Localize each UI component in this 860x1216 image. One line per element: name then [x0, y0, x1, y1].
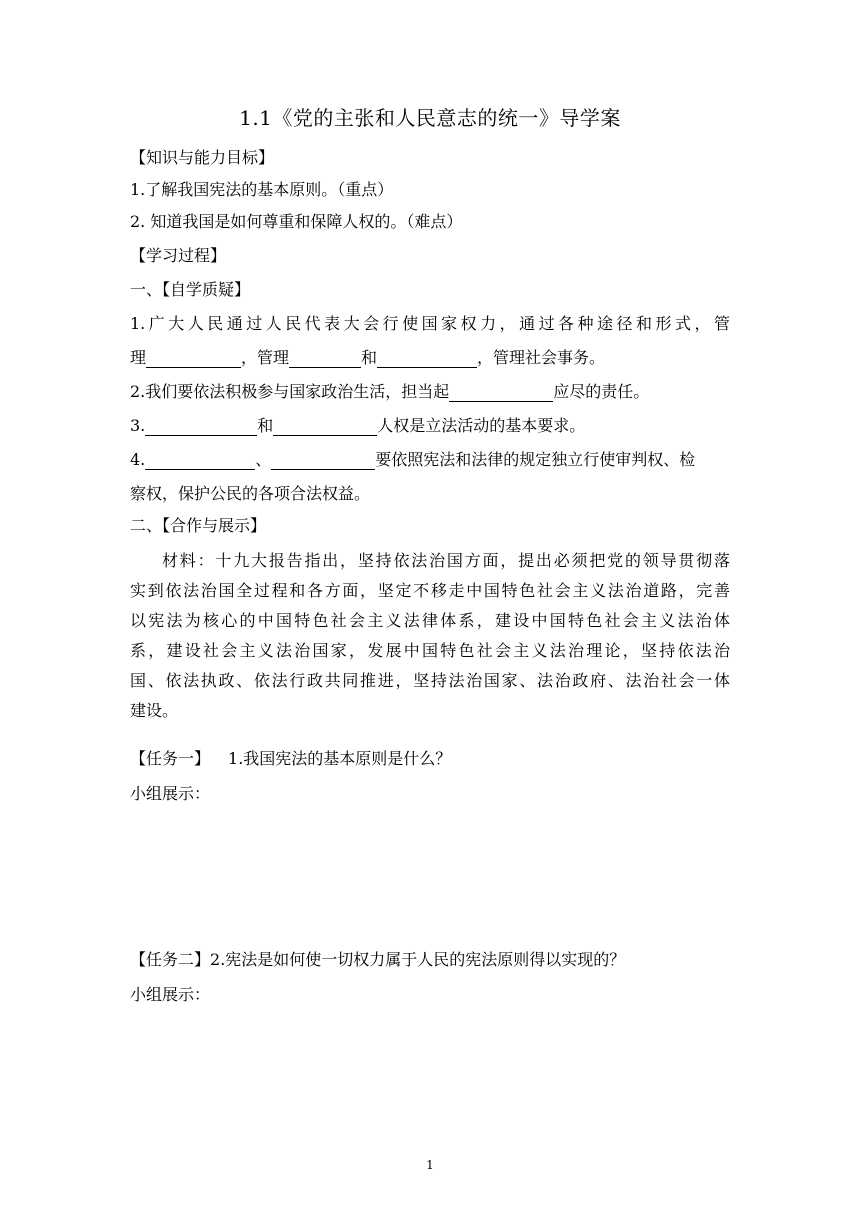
question-4-line-2: 察权，保护公民的各项合法权益。 [130, 484, 371, 503]
question-4-text-c: 要依照宪法和法律的规定独立行使审判权、检 [375, 450, 696, 469]
fill-blank-7[interactable] [145, 452, 255, 470]
fill-blank-5[interactable] [145, 418, 257, 436]
task-1-label: 【任务一】 [130, 749, 211, 768]
fill-blank-2[interactable] [289, 350, 361, 368]
question-1-text-d: ，管理社会事务。 [477, 348, 606, 367]
task-2-question: 2.宪法是如何使一切权力属于人民的宪法原则得以实现的？ [210, 950, 626, 969]
question-2-text-b: 应尽的责任。 [553, 382, 650, 401]
material-line: 实到依法治国全过程和各方面，坚定不移走中国特色社会主义法治道路，完善 [130, 581, 730, 600]
question-1-line-2 [130, 348, 605, 368]
material-line: 以宪法为核心的中国特色社会主义法律体系，建设中国特色社会主义法治体 [130, 611, 730, 630]
material-line: 材料：十九大报告指出，坚持依法治国方面，提出必须把党的领导贯彻落 [162, 551, 730, 570]
task-2-group-show-label: 小组展示： [130, 985, 211, 1004]
question-3 [130, 416, 585, 436]
task-2 [130, 950, 625, 970]
question-3-text-c: 人权是立法活动的基本要求。 [377, 416, 586, 435]
goals-heading: 【知识与能力目标】 [130, 148, 275, 167]
task-1-group-show-label: 小组展示： [130, 784, 211, 803]
goal-item-1: 1.了解我国宪法的基本原则。（重点） [130, 180, 394, 199]
question-1-text-b: ，管理 [241, 348, 290, 367]
section-cooperation-heading: 二、【合作与展示】 [130, 516, 267, 535]
fill-blank-8[interactable] [271, 452, 375, 470]
question-4-line-1 [130, 450, 695, 470]
question-2 [130, 382, 649, 402]
task-1-question: 1.我国宪法的基本原则是什么？ [228, 749, 452, 768]
fill-blank-3[interactable] [377, 350, 477, 368]
question-3-text-a: 3. [130, 416, 146, 435]
fill-blank-1[interactable] [146, 350, 241, 368]
task-2-label: 【任务二】 [130, 950, 211, 969]
question-4-text-a: 4. [130, 450, 146, 469]
task-1 [130, 749, 451, 769]
question-1-line-1: 1.广大人民通过人民代表大会行使国家权力，通过各种途径和形式，管 [130, 314, 730, 333]
process-heading: 【学习过程】 [130, 246, 227, 265]
material-line: 国、依法执政、依法行政共同推进，坚持法治国家、法治政府、法治社会一体 [130, 671, 730, 690]
question-1-text-a: 理 [130, 348, 147, 367]
question-3-text-b: 和 [257, 416, 274, 435]
section-self-study-heading: 一、【自学质疑】 [130, 280, 251, 299]
page-number: 1 [426, 1158, 434, 1172]
question-2-text-a: 2.我们要依法积极参与国家政治生活，担当起 [130, 382, 450, 401]
material-line: 系，建设社会主义法治国家，发展中国特色社会主义法治理论，坚持依法治 [130, 641, 730, 660]
question-1-text-c: 和 [361, 348, 378, 367]
goal-item-2: 2. 知道我国是如何尊重和保障人权的。（难点） [130, 212, 463, 231]
fill-blank-4[interactable] [449, 384, 553, 402]
page-title: 1.1《党的主张和人民意志的统一》导学案 [239, 106, 621, 130]
material-line: 建设。 [130, 701, 179, 720]
question-4-text-b: 、 [255, 450, 272, 469]
material-paragraph [130, 546, 730, 726]
fill-blank-6[interactable] [273, 418, 377, 436]
